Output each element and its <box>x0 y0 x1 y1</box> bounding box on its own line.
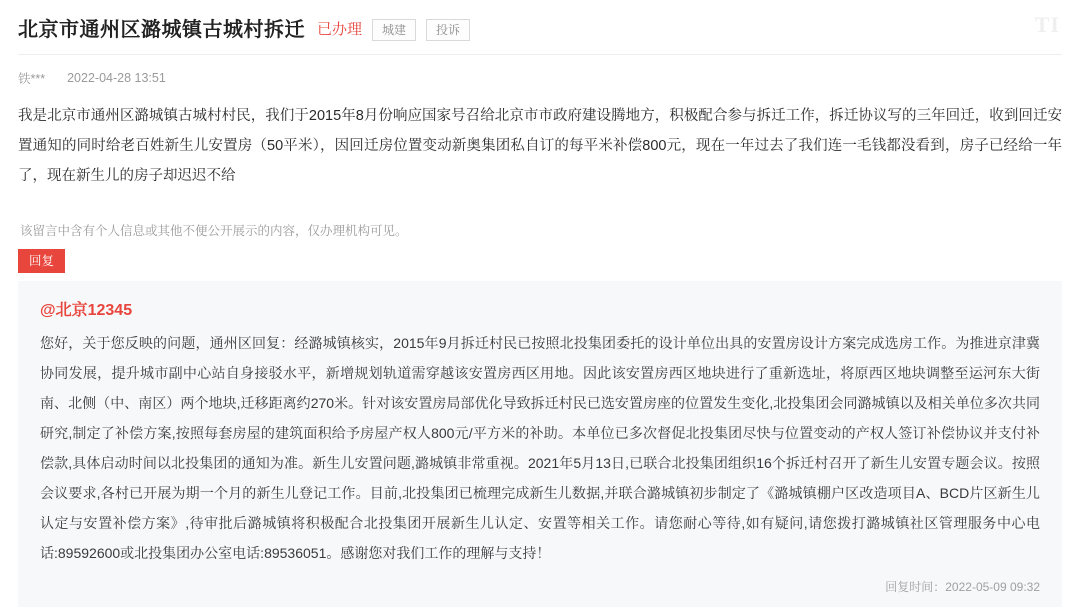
reply-content: 您好，关于您反映的问题，通州区回复：经潞城镇核实，2015年9月拆迁村民已按照北投集团委托的设计单位出具的安置房设计方案完成选房工作。为推进京津冀协同发展，提升城市副中心站自身接驳水平，新增规划轨道需穿越该安置房西区用地。因此该安置房西区地块进行了重新选址，将原西区地块调整至运河东大街南、北侧（中、南区）两个地块,迁移距离约270米。针对该安置房局部优化导致拆迁村民已选安置房座的位置发生变化,北投集团会同潞城镇以及相关单位多次共同研究,制定了补偿方案,按照每套房屋的建筑面积给予房屋产权人800元/平方米的补助。本单位已多次督促北投集团尽快与位置变动的产权人签订补偿协议并支付补偿款,具体启动时间以北投集团的通知为准。新生儿安置问题,潞城镇非常重视。2021年5月13日,已联合北投集团组织16个拆迁村召开了新生儿安置专题会议。按照会议要求,各村已开展为期一个月的新生儿登记工作。目前,北投集团已梳理完成新生儿数据,并联合潞城镇初步制定了《潞城镇棚户区改造项目A、BCD片区新生儿认定与安置补偿方案》,待审批后潞城镇将积极配合北投集团开展新生儿认定、安置等相关工作。请您耐心等待,如有疑问,请您拨打潞城镇社区管理服务中心电话:89592600或北投集团办公室电话:89536051。感谢您对我们工作的理解与支持！ <box>40 335 1040 561</box>
reply-timestamp <box>40 568 1040 597</box>
reply-time-label: 回复时间： <box>885 580 946 594</box>
post-header <box>18 0 1062 54</box>
tag-type[interactable]: 投诉 <box>426 19 470 41</box>
tag-category[interactable]: 城建 <box>372 19 416 41</box>
reply-badge-wrap <box>18 249 1062 273</box>
watermark-logo: TI <box>1034 12 1060 37</box>
reply-author: @北京12345 <box>40 302 133 319</box>
reply-panel <box>18 281 1062 607</box>
post-date: 2022-04-28 13:51 <box>67 71 166 85</box>
post-meta <box>18 55 1062 97</box>
privacy-note: 该留言中含有个人信息或其他不便公开展示的内容，仅办理机构可见。 <box>20 224 408 238</box>
page-title: 北京市通州区潞城镇古城村拆迁 <box>18 19 305 41</box>
reply-badge: 回复 <box>18 249 65 273</box>
post-content: 我是北京市通州区潞城镇古城村村民，我们于2015年8月份响应国家号召给北京市市政府建设腾地方，积极配合参与拆迁工作，拆迁协议写的三年回迁，收到回迁安置通知的同时给老百姓新生儿安置房（50平米），因回迁房位置变动新奥集团私自订的每平米补偿800元，现在一年过去了我们连一毛钱都没看到，房子已经给一年了，现在新生儿的房子却迟迟不给 <box>18 108 1062 184</box>
reply-time-value: 2022-05-09 09:32 <box>945 580 1040 594</box>
status-badge: 已办理 <box>317 21 363 38</box>
post-author: 铁*** <box>18 72 46 86</box>
